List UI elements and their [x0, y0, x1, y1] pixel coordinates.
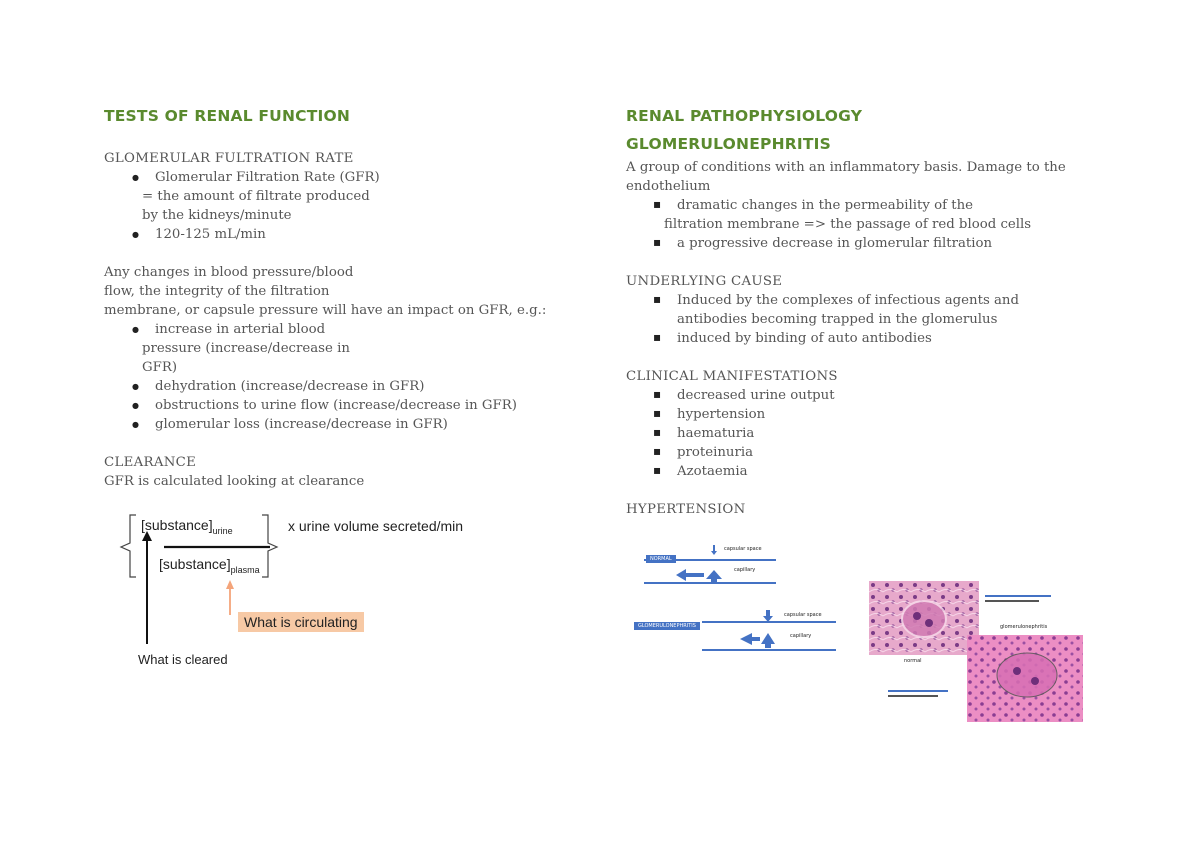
clinical-4: ▪ proteinuria [677, 443, 753, 462]
effect-3: ● obstructions to urine flow (increase/decrease in GFR) [155, 396, 517, 415]
gn-left-arrow-icon [740, 633, 760, 645]
clearance-text: GFR is calculated looking at clearance [104, 474, 365, 489]
circulating-label: What is circulating [238, 612, 364, 632]
right-subtitle: GLOMERULONEPHRITIS [626, 135, 831, 153]
gfr-heading: GLOMERULAR FULTRATION RATE [104, 151, 354, 166]
effect-1: ● increase in arterial blood [155, 320, 325, 339]
cleared-label: What is cleared [138, 652, 228, 667]
gn-bullet-1-line2: filtration membrane => the passage of red blood cells [664, 217, 1032, 232]
clinical-5: ▪ Azotaemia [677, 462, 748, 481]
normal-caption: normal [904, 658, 922, 664]
cause-1: ▪ Induced by the complexes of infectious agents and [677, 291, 1019, 310]
gn-bullet-2: ▪ a progressive decrease in glomerular filtration [677, 234, 992, 253]
source-link-gn[interactable] [888, 688, 954, 700]
left-title: TESTS OF RENAL FUNCTION [104, 107, 350, 125]
normal-left-arrow-icon [676, 569, 704, 581]
para-line-2: flow, the integrity of the filtration [104, 284, 330, 299]
gfr-bullet-2: ● 120-125 mL/min [155, 225, 266, 244]
effect-2: ● dehydration (increase/decrease in GFR) [155, 377, 424, 396]
circulating-arrowhead [226, 580, 234, 589]
intro-line-2: endothelium [626, 179, 711, 194]
clinical-heading: CLINICAL MANIFESTATIONS [626, 369, 838, 384]
formula-numerator: $[substance]_{urine}$ [141, 517, 233, 536]
effect-4: ● glomerular loss (increase/decrease in GFR) [155, 415, 448, 434]
hypertension-heading: HYPERTENSION [626, 502, 746, 517]
clinical-3: ▪ haematuria [677, 424, 754, 443]
normal-capillary-label: capillary [734, 567, 756, 573]
normal-histology-image [869, 581, 979, 655]
gfr-bullet-1: ● Glomerular Filtration Rate (GFR) [155, 168, 380, 187]
para-line-3: membrane, or capsule pressure will have an impact on GFR, e.g.: [104, 303, 547, 318]
gn-up-arrow-icon [761, 633, 775, 648]
gn-capillary-label: capillary [790, 633, 812, 639]
gfr-bullet-1-line3: by the kidneys/minute [142, 208, 292, 223]
normal-tag: NORMAL [646, 555, 676, 563]
gfr-bullet-1-line2: = the amount of filtrate produced [142, 189, 370, 204]
para-line-1: Any changes in blood pressure/blood [104, 265, 354, 280]
gn-histology-image [967, 635, 1083, 722]
gn-caption: glomerulonephritis [1000, 624, 1048, 630]
clinical-2: ▪ hypertension [677, 405, 765, 424]
normal-capsular-label: capsular space [724, 546, 762, 552]
intro-line-1: A group of conditions with an inflammatory basis. Damage to the [626, 160, 1066, 175]
normal-down-arrow-icon [711, 545, 717, 555]
formula-multiplier: x urine volume secreted/min [288, 518, 464, 534]
clinical-1: ▪ decreased urine output [677, 386, 835, 405]
effect-1-line2: pressure (increase/decrease in [142, 341, 350, 356]
cause-1-line2: antibodies becoming trapped in the glomerulus [677, 312, 998, 327]
clearance-heading: CLEARANCE [104, 455, 197, 470]
gn-down-arrow-icon [763, 610, 773, 622]
cause-2: ▪ induced by binding of auto antibodies [677, 329, 932, 348]
formula-denominator: $[substance]_{plasma}$ [159, 556, 260, 575]
right-title: RENAL PATHOPHYSIOLOGY [626, 107, 863, 125]
cause-heading: UNDERLYING CAUSE [626, 274, 783, 289]
normal-up-arrow-icon [706, 570, 722, 584]
effect-1-line3: GFR) [142, 360, 178, 375]
source-link-normal[interactable] [985, 593, 1055, 605]
gn-capsular-label: capsular space [784, 612, 822, 618]
gn-tag: GLOMERULONEPHRITIS [634, 622, 700, 630]
left-brace [121, 515, 136, 577]
gn-bullet-1: ▪ dramatic changes in the permeability of the [677, 196, 973, 215]
